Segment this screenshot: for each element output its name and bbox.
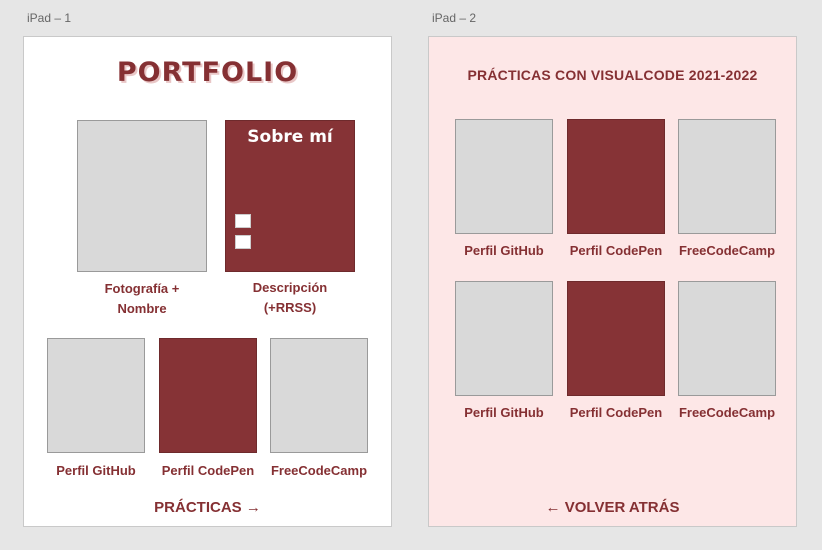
artboard-label-ipad-2[interactable]: iPad – 2 xyxy=(432,11,477,25)
codepen-label-row1[interactable]: Perfil CodePen xyxy=(569,243,663,258)
freecodecamp-card[interactable] xyxy=(270,338,368,453)
artboard-ipad-1 xyxy=(23,36,392,527)
freecodecamp-card-label[interactable]: FreeCodeCamp xyxy=(270,463,368,478)
codepen-label-row2[interactable]: Perfil CodePen xyxy=(569,405,663,420)
github-card-row1[interactable] xyxy=(455,119,553,234)
photo-caption xyxy=(77,279,207,319)
about-card xyxy=(225,120,355,272)
practicas-link[interactable] xyxy=(24,499,391,516)
github-card-row2[interactable] xyxy=(455,281,553,396)
about-caption xyxy=(225,278,355,318)
artboard-label-ipad-1[interactable]: iPad – 1 xyxy=(27,11,72,25)
github-label-row1[interactable]: Perfil GitHub xyxy=(464,243,544,258)
about-caption-line1: Descripción xyxy=(252,280,328,295)
volver-link[interactable] xyxy=(429,499,796,516)
freecodecamp-label-row2[interactable]: FreeCodeCamp xyxy=(678,405,776,420)
artboard-ipad-2 xyxy=(428,36,797,527)
about-caption-line2: (+RRSS) xyxy=(263,300,317,315)
social-icon-2[interactable] xyxy=(235,235,251,249)
photo-caption-line1: Fotografía + xyxy=(104,281,180,296)
arrow-left-icon: ← xyxy=(545,499,561,516)
codepen-card-row1[interactable] xyxy=(567,119,665,234)
arrow-right-icon: → xyxy=(245,499,261,516)
codepen-card-row2[interactable] xyxy=(567,281,665,396)
about-title: Sobre mí xyxy=(247,127,333,147)
github-card[interactable] xyxy=(47,338,145,453)
social-icon-1[interactable] xyxy=(235,214,251,228)
practicas-link-label: PRÁCTICAS xyxy=(154,499,242,516)
codepen-card[interactable] xyxy=(159,338,257,453)
photo-caption-line2: Nombre xyxy=(117,301,167,316)
photo-placeholder xyxy=(77,120,207,272)
github-label-row2[interactable]: Perfil GitHub xyxy=(464,405,544,420)
page-title: PORTFOLIO xyxy=(116,57,299,88)
volver-link-label: VOLVER ATRÁS xyxy=(564,499,680,516)
github-card-label[interactable]: Perfil GitHub xyxy=(56,463,136,478)
codepen-card-label[interactable]: Perfil CodePen xyxy=(161,463,255,478)
page-title: PRÁCTICAS CON VISUALCODE 2021-2022 xyxy=(467,67,758,83)
freecodecamp-label-row1[interactable]: FreeCodeCamp xyxy=(678,243,776,258)
freecodecamp-card-row1[interactable] xyxy=(678,119,776,234)
freecodecamp-card-row2[interactable] xyxy=(678,281,776,396)
